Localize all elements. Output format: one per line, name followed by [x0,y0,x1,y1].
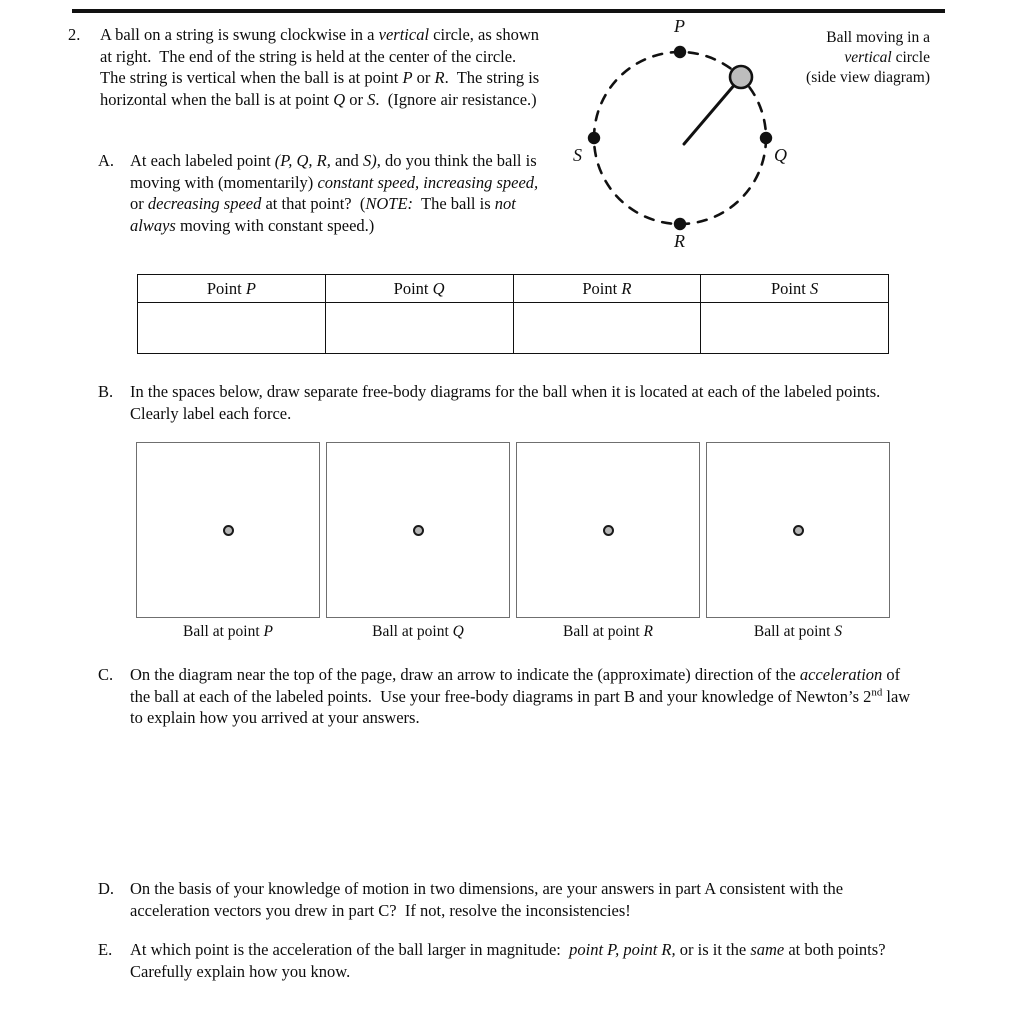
ball-icon [793,525,804,536]
problem-intro-text: A ball on a string is swung clockwise in a vertical circle, as shown at right. The end of the string is held at the center of the circle. The string is vertical when the ball is at point P or R. The string is horizontal when the ball is at point Q or S. (Ignore air resistance.) [100,25,540,109]
ball-icon [223,525,234,536]
part-b [98,381,918,424]
part-d-marker: D. [98,879,115,898]
point-label-r: R [674,231,685,251]
free-body-box-point-s[interactable] [706,442,890,618]
table-header-point-s: Point S [701,275,889,303]
part-c-text: On the diagram near the top of the page, draw an arrow to indicate the (approximate) direction of the acceleration of the ball at each of the labeled points. Use your free-body diagrams in part B and your knowledge of Newton’s 2nd law to explain how you arrived at your answers. [130,665,911,727]
answer-cell-point-r[interactable] [513,303,701,354]
free-body-caption-point-s: Ball at point S [753,623,843,640]
answer-cell-point-p[interactable] [138,303,326,354]
answer-cell-point-s[interactable] [701,303,889,354]
free-body-box-point-r[interactable] [516,442,700,618]
point-answer-table [137,274,889,354]
problem-number: 2. [68,25,81,44]
part-a-marker: A. [98,151,115,170]
free-body-caption-row [136,622,890,641]
free-body-box-point-p[interactable] [136,442,320,618]
part-a [98,150,550,236]
string-line [684,83,736,144]
ball-icon [603,525,614,536]
free-body-caption-point-r: Ball at point R [563,623,653,640]
part-b-text: In the spaces below, draw separate free-body diagrams for the ball when it is located at each of the labeled points. Clearly label each force. [130,382,885,423]
point-label-p: P [674,16,685,36]
free-body-caption-point-p: Ball at point P [183,623,273,640]
table-header-point-q: Point Q [325,275,513,303]
part-d-text: On the basis of your knowledge of motion in two dimensions, are your answers in part A consistent with the acceleration vectors you drew in part C? If not, resolve the inconsistencies! [130,879,844,920]
problem-2 [68,24,548,110]
ball-icon [413,525,424,536]
diagram-caption: Ball moving in a vertical circle (side view diagram) [806,29,930,86]
point-marker-r [674,218,686,230]
part-c-marker: C. [98,665,114,684]
table-header-point-p: Point P [138,275,326,303]
part-e-marker: E. [98,940,113,959]
free-body-caption-point-q: Ball at point Q [372,623,464,640]
table-row [138,303,889,354]
point-label-q: Q [774,145,787,165]
point-label-s: S [573,145,582,165]
part-c [98,664,920,729]
part-b-marker: B. [98,382,114,401]
header-rule [72,9,945,13]
part-e-text: At which point is the acceleration of the ball larger in magnitude: point P, point R, or is it the same at both points? Carefully explain how you know. [130,940,890,981]
point-marker-q [760,132,772,144]
part-d [98,878,916,921]
answer-cell-point-q[interactable] [325,303,513,354]
part-e [98,939,924,982]
free-body-box-point-q[interactable] [326,442,510,618]
table-header-point-r: Point R [513,275,701,303]
table-header-row [138,275,889,303]
free-body-diagram-row [136,442,890,618]
part-a-text: At each labeled point (P, Q, R, and S), do you think the ball is moving with (momentarily) constant speed, increasing speed, or decreasing speed at that point? (NOTE: The ball is not always moving with constant speed.) [130,151,539,235]
point-marker-p [674,46,686,58]
point-marker-s [588,132,600,144]
